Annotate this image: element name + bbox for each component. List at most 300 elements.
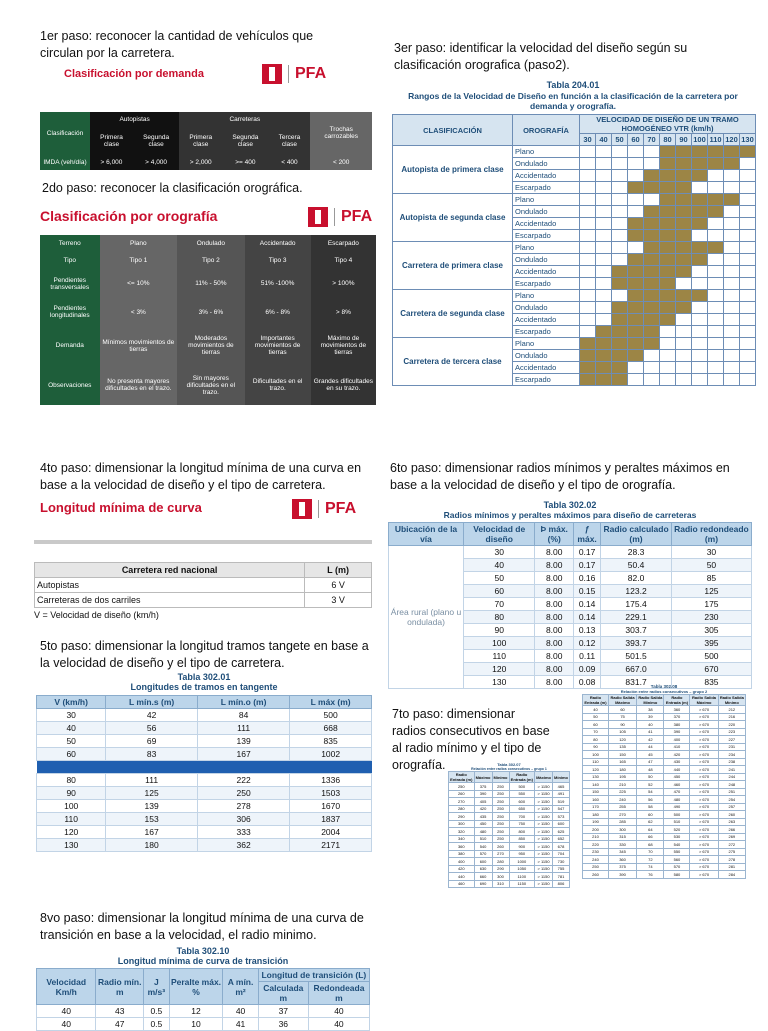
t204-range-cell [692, 182, 708, 194]
t204-range-cell [580, 314, 596, 326]
t30208-cell: 234 [718, 751, 745, 759]
t204-range-cell [740, 326, 756, 338]
t204-range-cell [612, 374, 628, 386]
t30208-cell: > 670 [690, 781, 718, 789]
t302-10-subtitle: Longitud mínima de curva de transición [117, 956, 289, 966]
t204-range-cell [596, 242, 612, 254]
t302-02-cell: 0.17 [574, 546, 601, 559]
t30207-cell: > 1150 [535, 790, 553, 798]
t30207-cell: 310 [492, 880, 509, 888]
t302-01-cell: 180 [106, 839, 198, 852]
t30208-cell: 530 [664, 833, 690, 841]
t30207-cell: 550 [509, 790, 535, 798]
t30208-cell: 140 [583, 781, 609, 789]
t204-range-cell [596, 278, 612, 290]
orografia-table [40, 235, 376, 405]
t30207-cell: 781 [553, 873, 570, 881]
t302-02-cell: 110 [464, 650, 535, 663]
t30208-cell: 48 [637, 766, 664, 774]
t30208-cell: 241 [718, 766, 745, 774]
t30207-cell: 250 [492, 835, 509, 843]
t30208-cell: > 670 [690, 736, 718, 744]
orografia-cell: Grandes dificultades en su trazo. [311, 366, 376, 405]
t204-range-cell [644, 326, 660, 338]
t204-range-cell [644, 302, 660, 314]
pfa-logo: PFA [308, 207, 372, 227]
t204-orografia: Accidentado [513, 170, 580, 182]
t30207-cell: 300 [449, 820, 475, 828]
t30207-cell: 650 [509, 805, 535, 813]
t204-range-cell [612, 290, 628, 302]
demanda-imda: > 2,000 [179, 154, 222, 170]
orografia-cell: Demanda [40, 326, 100, 365]
t204-range-cell [628, 230, 644, 242]
t204-range-cell [644, 146, 660, 158]
t204-range-cell [660, 242, 676, 254]
t30207-cell: 380 [449, 850, 475, 858]
t302-01-cell: 80 [37, 774, 106, 787]
t30208-cell: > 670 [690, 833, 718, 841]
t204-range-cell [644, 266, 660, 278]
t302-10-header: Peralte máx. % [169, 969, 223, 1005]
t204-range-cell [596, 170, 612, 182]
orografia-cell: > 8% [311, 298, 376, 326]
t204-range-cell [628, 278, 644, 290]
orografia-header: Ondulado [177, 235, 244, 252]
t302-10-cell: 40 [308, 1005, 369, 1018]
t30207-cell: 1100 [509, 873, 535, 881]
t204-range-cell [740, 182, 756, 194]
t204-orografia: Plano [513, 194, 580, 206]
t302-10-table [36, 968, 370, 1031]
t302-02-cell: 30 [671, 546, 751, 559]
t30208-cell: 62 [637, 818, 664, 826]
t302-02-cell: 82.0 [601, 572, 672, 585]
t302-02-cell: 835 [671, 676, 751, 689]
t30208-cell: 227 [718, 736, 745, 744]
t204-range-cell [740, 206, 756, 218]
t204-range-cell [628, 206, 644, 218]
t204-range-cell [660, 206, 676, 218]
t30207-cell: 519 [553, 798, 570, 806]
t30208-cell: 284 [718, 871, 745, 879]
t204-h-clas: CLASIFICACIÓN [393, 115, 513, 146]
t204-range-cell [708, 266, 724, 278]
t204-orografia: Escarpado [513, 326, 580, 338]
t204-range-cell [708, 338, 724, 350]
t30207-cell: 600 [509, 798, 535, 806]
demanda-imda: > 6,000 [90, 154, 133, 170]
t204-range-cell [612, 242, 628, 254]
t30208-cell: 216 [718, 713, 745, 721]
step-8-text: 8vo paso: dimensionar la longitud mínima de una curva de transición en base a la velocidad, el radio minimo. [40, 911, 364, 942]
t204-range-cell [580, 242, 596, 254]
t30208-cell: > 670 [690, 796, 718, 804]
t30208-cell: 120 [608, 736, 636, 744]
t204-range-cell [708, 302, 724, 314]
t30207-cell: 400 [449, 858, 475, 866]
t204-class: Autopista de primera clase [393, 146, 513, 194]
orografia-cell: Mínimos movimientos de tierras [100, 326, 178, 365]
t302-01-cell: 56 [106, 722, 198, 735]
t302-01-cell: 362 [197, 839, 289, 852]
t204-range-cell [692, 302, 708, 314]
t204-range-cell [676, 230, 692, 242]
orografia-cell: Tipo 2 [177, 252, 244, 269]
t30208-cell: 231 [718, 743, 745, 751]
t302-02-cell: 0.12 [574, 637, 601, 650]
t204-range-cell [724, 314, 740, 326]
divider [34, 540, 372, 544]
t30208-cell: 570 [664, 863, 690, 871]
t204-speed: 130 [741, 135, 754, 144]
demanda-title: Clasificación por demanda [64, 68, 204, 80]
t30208-cell: 66 [637, 833, 664, 841]
t30208-cell: 254 [718, 796, 745, 804]
t204-range-cell [596, 374, 612, 386]
t204-range-cell [692, 266, 708, 278]
t204-range-cell [708, 194, 724, 206]
t302-02-cell: 90 [464, 624, 535, 637]
longcurva-cell: Carreteras de dos carriles [35, 593, 305, 608]
t204-range-cell [596, 338, 612, 350]
t30207-cell: 420 [474, 805, 492, 813]
t204-range-cell [708, 146, 724, 158]
t30208-cell: 39 [637, 713, 664, 721]
t30207-cell: 730 [553, 858, 570, 866]
t204-range-cell [644, 170, 660, 182]
t204-range-cell [580, 254, 596, 266]
t302-01-title: Tabla 302.01 [177, 672, 231, 682]
t302-02-cell: 8.00 [535, 637, 574, 650]
t204-range-cell [708, 182, 724, 194]
t204-range-cell [580, 206, 596, 218]
t204-range-cell [612, 278, 628, 290]
t204-range-cell [612, 230, 628, 242]
orografia-cell: 6% - 8% [245, 298, 311, 326]
t302-01-cell: 139 [106, 800, 198, 813]
demanda-imda: < 200 [310, 154, 372, 170]
t204-range-cell [724, 158, 740, 170]
t30207-header: Radio Entrada (m) [450, 772, 473, 782]
t302-10-title: Tabla 302.10 [176, 946, 230, 956]
t30208-cell: 272 [718, 841, 745, 849]
t204-orografia: Accidentado [513, 266, 580, 278]
t30207-cell: 260 [449, 790, 475, 798]
t30208-cell: > 670 [690, 788, 718, 796]
t204-range-cell [708, 218, 724, 230]
t204-range-cell [628, 314, 644, 326]
t30208-cell: 40 [637, 721, 664, 729]
t302-10-cell: 37 [258, 1005, 308, 1018]
t204-speed: 40 [596, 134, 612, 146]
t204-orografia: Accidentado [513, 218, 580, 230]
t30207-cell: 700 [509, 813, 535, 821]
t302-01-cell: 500 [290, 709, 372, 722]
t30207-cell: 270 [449, 798, 475, 806]
t302-10-cell: 0.5 [144, 1018, 170, 1031]
demanda-group-autopistas: Autopistas [90, 112, 179, 128]
t204-range-cell [628, 218, 644, 230]
t204-range-cell [740, 338, 756, 350]
t204-range-cell [708, 374, 724, 386]
t302-02-cell: 8.00 [535, 585, 574, 598]
t30208-cell: 275 [718, 848, 745, 856]
t204-range-cell [596, 254, 612, 266]
t302-02-cell: 0.15 [574, 585, 601, 598]
longcurva-title: Longitud mínima de curva [40, 500, 202, 515]
t204-range-cell [660, 338, 676, 350]
t30207-cell: 290 [449, 813, 475, 821]
t204-orografia: Ondulado [513, 350, 580, 362]
t204-speed: 30 [580, 134, 596, 146]
t204-speed: 70 [644, 134, 660, 146]
t302-02-table [388, 522, 752, 689]
t204-range-cell [580, 194, 596, 206]
t204-range-cell [580, 146, 596, 158]
t204-range-cell [644, 314, 660, 326]
t302-02-cell: 8.00 [535, 676, 574, 689]
t30207-cell: 1000 [509, 858, 535, 866]
t30208-cell: 40 [583, 706, 609, 714]
t204-orografia: Plano [513, 146, 580, 158]
t302-10-cell: 41 [223, 1018, 258, 1031]
t204-range-cell [724, 194, 740, 206]
t30207-header: Máximo [474, 772, 492, 783]
t30208-cell: 500 [664, 811, 690, 819]
t204-range-cell [676, 374, 692, 386]
t204-range-cell [644, 218, 660, 230]
t30208-cell: 160 [583, 796, 609, 804]
t30208-cell: > 670 [690, 766, 718, 774]
orografia-cell: Pendientes longitudinales [40, 298, 100, 326]
t204-orografia: Ondulado [513, 158, 580, 170]
t204-range-cell [740, 158, 756, 170]
t204-range-cell [692, 254, 708, 266]
t302-01-cell: 40 [37, 722, 106, 735]
t30208-cell: 165 [608, 758, 636, 766]
t204-range-cell [708, 290, 724, 302]
t30208-cell: 263 [718, 818, 745, 826]
t204-range-cell [708, 230, 724, 242]
t302-02-cell: 670 [671, 663, 751, 676]
t30208-cell: 540 [664, 841, 690, 849]
t30208-cell: > 670 [690, 818, 718, 826]
t30208-cell: 180 [583, 811, 609, 819]
t30207-header: Máximo [535, 772, 553, 783]
orografia-cell: <= 10% [100, 270, 178, 298]
t30208-cell: 150 [608, 751, 636, 759]
t302-10-cell: 0.5 [144, 1005, 170, 1018]
t302-01-cell: 111 [106, 774, 198, 787]
t302-07-subtitle: Relación entre radios consecutivos – grupo 1 [471, 767, 547, 771]
t204-range-cell [580, 158, 596, 170]
t302-01-header: V (km/h) [37, 696, 106, 709]
t30208-cell: 244 [718, 773, 745, 781]
t302-02-location: Área rural (plano u ondulada) [389, 546, 464, 689]
t30208-cell: 238 [718, 758, 745, 766]
t30208-cell: 70 [637, 848, 664, 856]
t30208-cell: 72 [637, 856, 664, 864]
t30207-cell: > 1150 [535, 783, 553, 791]
t204-range-cell [628, 350, 644, 362]
t204-range-cell [628, 182, 644, 194]
t204-range-cell [692, 350, 708, 362]
t30207-cell: 690 [474, 880, 492, 888]
t302-02-cell: 175.4 [601, 598, 672, 611]
t204-speed: 60 [628, 134, 644, 146]
t204-range-cell [724, 266, 740, 278]
t30208-cell: 210 [583, 833, 609, 841]
t302-02-cell: 8.00 [535, 611, 574, 624]
t204-range-cell [628, 290, 644, 302]
t302-02-cell: 40 [464, 559, 535, 572]
t302-01-cell: 1670 [290, 800, 372, 813]
t302-01-cell: 1336 [290, 774, 372, 787]
t204-range-cell [612, 170, 628, 182]
demanda-class: Tercera clase [269, 128, 311, 154]
t30208-cell: > 670 [690, 811, 718, 819]
t204-range-cell [612, 350, 628, 362]
t204-range-cell [724, 362, 740, 374]
t30207-cell: 320 [449, 828, 475, 836]
t204-range-cell [676, 242, 692, 254]
t204-range-cell [660, 374, 676, 386]
t204-range-cell [724, 302, 740, 314]
t30208-header: Radio Salida Mínimo [719, 695, 744, 705]
t302-01-cell: 222 [197, 774, 289, 787]
t204-range-cell [660, 146, 676, 158]
t204-range-cell [580, 218, 596, 230]
t302-01-cell: 125 [106, 787, 198, 800]
t302-02-cell: 123.2 [601, 585, 672, 598]
t30208-cell: 220 [718, 721, 745, 729]
t302-02-cell: 229.1 [601, 611, 672, 624]
t204-range-cell [644, 254, 660, 266]
t204-range-cell [612, 302, 628, 314]
orografia-cell: Tipo [40, 252, 100, 269]
t204-range-cell [708, 350, 724, 362]
t302-07-title: Tabla 302.07 [497, 762, 521, 767]
t204-range-cell [660, 254, 676, 266]
t30208-header: Radio Salida Máximo [690, 695, 718, 706]
t204-range-cell [580, 326, 596, 338]
t204-range-cell [644, 194, 660, 206]
t204-range-cell [596, 314, 612, 326]
t302-01-header: L mín.s (m) [106, 696, 198, 709]
step-4-text: 4to paso: dimensionar la longitud mínima de una curva en base a la velocidad de diseño y el tipo de carretera. [40, 461, 362, 492]
t204-range-cell [596, 158, 612, 170]
t204-range-cell [708, 242, 724, 254]
orografia-header: Accidentado [245, 235, 311, 252]
longcurva-h1: Carretera red nacional [35, 563, 305, 578]
longcurva-cell: 6 V [305, 578, 372, 593]
t30207-cell: 600 [474, 858, 492, 866]
t204-range-cell [740, 314, 756, 326]
t30208-cell: 400 [664, 736, 690, 744]
t30208-cell: 225 [608, 788, 636, 796]
t204-range-cell [692, 242, 708, 254]
t204-orografia: Escarpado [513, 374, 580, 386]
t30208-cell: 251 [718, 788, 745, 796]
t30208-cell: > 670 [690, 706, 718, 714]
t302-01-header: L mín.o (m) [197, 696, 289, 709]
t302-02-subtitle: Radios mínimos y peraltes máximos para diseño de carreteras [443, 510, 697, 520]
t204-range-cell [740, 362, 756, 374]
t204-range-cell [660, 170, 676, 182]
t204-range-cell [692, 362, 708, 374]
t30208-cell: 470 [664, 788, 690, 796]
t30208-cell: 75 [608, 713, 636, 721]
t30208-cell: 330 [608, 841, 636, 849]
t30208-cell: > 670 [690, 728, 718, 736]
t302-01-cell: 90 [37, 787, 106, 800]
t302-01-subtitle: Longitudes de tramos en tangente [130, 682, 278, 692]
t204-range-cell [724, 242, 740, 254]
t30208-cell: 420 [664, 751, 690, 759]
t30208-cell: 266 [718, 826, 745, 834]
t302-02-cell: 8.00 [535, 663, 574, 676]
orografia-header: Plano [100, 235, 178, 252]
t204-range-cell [692, 326, 708, 338]
t302-01-cell: 2004 [290, 826, 372, 839]
t30208-cell: 38 [637, 706, 664, 714]
t204-range-cell [676, 218, 692, 230]
t302-08-subtitle: Relación entre radios consecutivos – grupo 2 [620, 689, 708, 694]
t204-range-cell [644, 290, 660, 302]
pfa-logo-icon [308, 207, 328, 227]
t302-01-cell: 1002 [290, 748, 372, 761]
t204-range-cell [660, 302, 676, 314]
t204-title: Tabla 204.01 [546, 80, 600, 90]
t302-02-header: Ubicación de la vía [389, 523, 464, 546]
t204-range-cell [580, 290, 596, 302]
t302-02-header: Þ máx. (%) [535, 523, 574, 546]
t302-10-cell: 40 [37, 1005, 96, 1018]
t204-range-cell [580, 266, 596, 278]
t302-02-cell: 120 [464, 663, 535, 676]
t302-02-cell: 667.0 [601, 663, 672, 676]
orografia-cell: Moderados movimientos de tierras [177, 326, 244, 365]
t302-10-header: Radio mín. m [96, 969, 144, 1005]
t204-range-cell [676, 266, 692, 278]
t30208-cell: 360 [664, 706, 690, 714]
t302-02-cell: 8.00 [535, 650, 574, 663]
t30208-cell: 60 [608, 706, 636, 714]
t302-08-title: Tabla 302.08 [650, 684, 678, 689]
t302-02-cell: 393.7 [601, 637, 672, 650]
t30207-cell: 250 [492, 820, 509, 828]
t30208-cell: > 670 [690, 848, 718, 856]
t204-range-cell [644, 350, 660, 362]
t204-range-cell [596, 302, 612, 314]
t204-range-cell [708, 278, 724, 290]
t30208-cell: > 670 [690, 713, 718, 721]
t204-range-cell [580, 170, 596, 182]
t30208-cell: 105 [608, 728, 636, 736]
t30208-cell: 56 [637, 796, 664, 804]
t30207-cell: 950 [509, 850, 535, 858]
t30208-cell: 270 [608, 811, 636, 819]
t30208-cell: 150 [583, 788, 609, 796]
t30207-cell: > 1150 [535, 880, 553, 888]
t30207-cell: 806 [553, 880, 570, 888]
orografia-cell: Tipo 3 [245, 252, 311, 269]
t30208-cell: 74 [637, 863, 664, 871]
t30208-cell: 130 [583, 773, 609, 781]
t204-range-cell [580, 338, 596, 350]
orografia-cell: Sin mayores dificultades en el trazo. [177, 366, 244, 405]
